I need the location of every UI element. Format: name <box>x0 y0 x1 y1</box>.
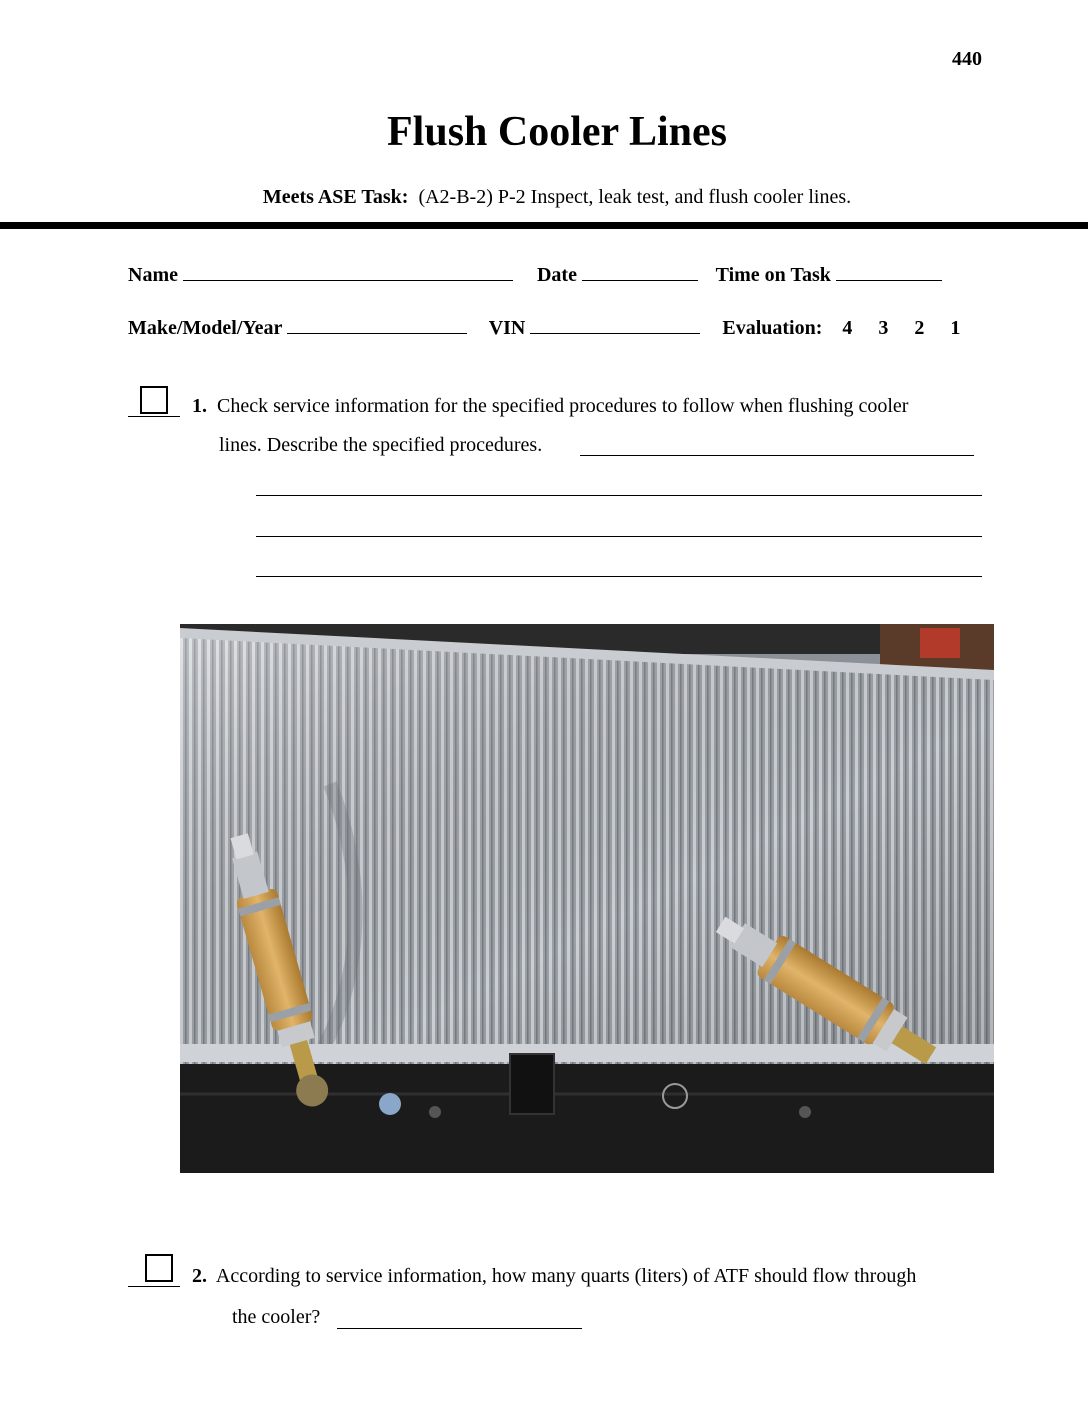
q1-answer-line-2[interactable] <box>256 495 982 496</box>
q1-line2: lines. Describe the specified procedures. <box>219 434 543 456</box>
vin-label: VIN <box>488 317 526 339</box>
q1-checkbox[interactable] <box>140 386 168 414</box>
q1-answer-line-4[interactable] <box>256 576 982 577</box>
vin-field[interactable] <box>530 315 700 334</box>
vehicle-row <box>128 315 960 340</box>
evaluation-score-3[interactable]: 3 <box>878 317 889 339</box>
ase-task-label: Meets ASE Task: <box>262 186 409 208</box>
q1-answer-line-3[interactable] <box>256 536 982 537</box>
time-on-task-field[interactable] <box>836 262 942 281</box>
ase-task-line <box>0 186 1088 209</box>
radiator-photo-illustration <box>180 624 994 1173</box>
q2-text: According to service information, how many quarts (liters) of ATF should flow through <box>215 1265 917 1287</box>
q2-line1 <box>192 1265 916 1288</box>
q1-text: Check service information for the specified procedures to follow when flushing cooler <box>217 395 909 417</box>
page-number: 440 <box>952 48 982 70</box>
make-model-year-label: Make/Model/Year <box>128 317 283 339</box>
q1-number: 1. <box>192 395 207 417</box>
q1-line1 <box>192 395 908 418</box>
name-date-time-row <box>128 262 942 287</box>
ase-task-text: (A2-B-2) P-2 Inspect, leak test, and flush cooler lines. <box>418 186 852 208</box>
make-model-year-field[interactable] <box>287 315 467 334</box>
q1-answer-line-1[interactable] <box>580 455 974 456</box>
name-field[interactable] <box>183 262 513 281</box>
evaluation-score-2[interactable]: 2 <box>914 317 925 339</box>
time-on-task-label: Time on Task <box>715 264 831 286</box>
page-title: Flush Cooler Lines <box>387 109 727 155</box>
q2-answer-line[interactable] <box>337 1328 582 1329</box>
radiator-flush-fittings-photo <box>180 624 994 1173</box>
evaluation-label: Evaluation: <box>722 317 823 339</box>
header-divider <box>0 222 1088 229</box>
q2-checkbox[interactable] <box>145 1254 173 1282</box>
date-label: Date <box>536 264 577 286</box>
q2-initial-line <box>128 1286 180 1287</box>
q2-line2: the cooler? <box>232 1306 321 1328</box>
evaluation-score-4[interactable]: 4 <box>842 317 853 339</box>
date-field[interactable] <box>582 262 698 281</box>
evaluation-score-1[interactable]: 1 <box>950 317 961 339</box>
name-label: Name <box>128 264 178 286</box>
q2-number: 2. <box>192 1265 207 1287</box>
q1-initial-line <box>128 416 180 417</box>
